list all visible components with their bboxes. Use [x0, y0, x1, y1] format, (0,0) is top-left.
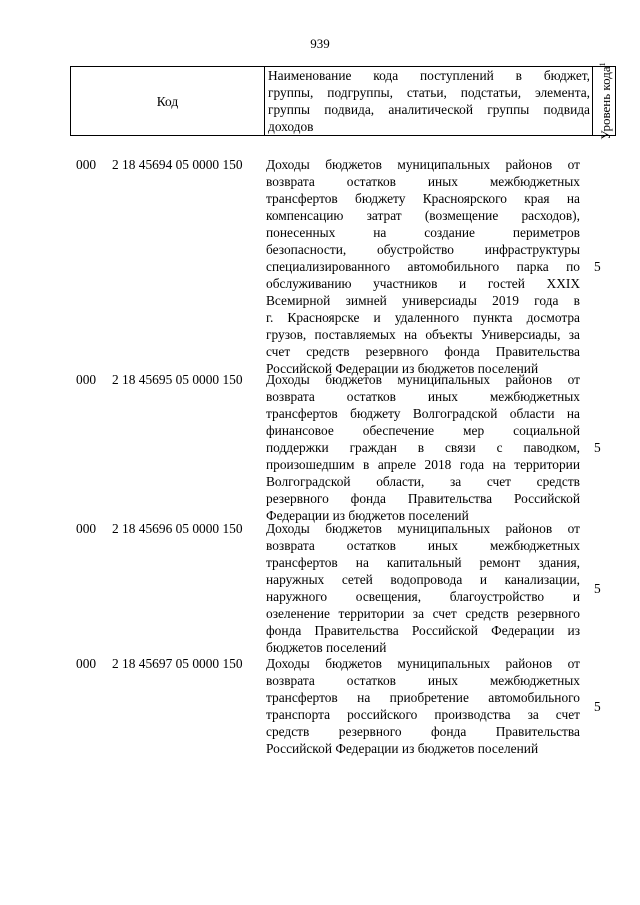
row-name-line: Российской Федерации из бюджетов поселений — [266, 361, 539, 376]
row-income-code: 2 18 45694 05 0000 150 — [112, 157, 243, 172]
header-name — [265, 67, 593, 136]
row-name-line: возврата остатков иных межбюджетных — [266, 174, 580, 189]
row-name-line: транспорта российского производства за счет — [266, 707, 580, 722]
row-name-line: компенсацию затрат (возмещение расходов), — [266, 208, 580, 223]
row-name — [266, 371, 580, 524]
row-name — [266, 655, 580, 757]
row-admin-code: 000 — [76, 372, 97, 387]
row-income-code: 2 18 45695 05 0000 150 — [112, 372, 243, 387]
row-level: 5 — [594, 440, 601, 455]
header-level-footnote: 1 — [597, 62, 607, 67]
row-admin-code: 000 — [76, 656, 97, 671]
row-name-line: возврата остатков иных межбюджетных — [266, 389, 580, 404]
header-level-label: Уровень кода — [598, 66, 614, 140]
row-name-line: Федерации из бюджетов поселений — [266, 508, 469, 523]
row-name-line: понесенных на создание периметров — [266, 225, 580, 240]
row-name-line: Всемирной зимней универсиады 2019 года в — [266, 293, 580, 308]
row-name-line: произошедшим в апреле 2018 года на территории — [266, 457, 580, 472]
header-level — [593, 62, 616, 140]
row-name-line: Доходы бюджетов муниципальных районов от — [266, 521, 580, 536]
row-name-line: наружного освещения, благоустройство и — [266, 589, 580, 604]
row-admin-code: 000 — [76, 157, 97, 172]
row-level: 5 — [594, 699, 601, 714]
row-name-line: возврата остатков иных межбюджетных — [266, 538, 580, 553]
row-admin-code: 000 — [76, 521, 97, 536]
row-name-line: Доходы бюджетов муниципальных районов от — [266, 157, 580, 172]
row-income-code: 2 18 45697 05 0000 150 — [112, 656, 243, 671]
row-name-line: Доходы бюджетов муниципальных районов от — [266, 656, 580, 671]
row-name-line: трансфертов на приобретение автомобильного — [266, 690, 580, 705]
header-name-line: группы подвида, аналитической группы подвида — [268, 102, 590, 117]
row-name-line: обслуживанию участников и гостей XXIX — [266, 276, 580, 291]
row-name-line: трансфертов бюджету Волгоградской области на — [266, 406, 580, 421]
row-name-line: грузов, поставляемых на объекты Универсиады, за — [266, 327, 580, 342]
row-name-line: бюджетов поселений — [266, 640, 387, 655]
header-name-line: группы, подгруппы, статьи, подстатьи, элемента, — [268, 85, 590, 100]
row-name-line: озеленение территории за счет средств резервного — [266, 606, 580, 621]
row-name-line: возврата остатков иных межбюджетных — [266, 673, 580, 688]
row-name-line: средств резервного фонда Правительства — [266, 724, 580, 739]
row-name-line: поддержки граждан в связи с паводком, — [266, 440, 580, 455]
row-name-line: Доходы бюджетов муниципальных районов от — [266, 372, 580, 387]
page-number: 939 — [310, 36, 330, 51]
row-name-line: фонда Правительства Российской Федерации из — [266, 623, 580, 638]
row-name-line: трансфертов на капитальный ремонт здания, — [266, 555, 580, 570]
header-code: Код — [71, 67, 265, 136]
row-name-line: трансфертов бюджету Красноярского края на — [266, 191, 580, 206]
row-name-line: финансовое обеспечение мер социальной — [266, 423, 580, 438]
row-name-line: Волгоградской области, за счет средств — [266, 474, 580, 489]
row-name — [266, 156, 580, 377]
row-name-line: специализированного автомобильного парка по — [266, 259, 580, 274]
header-name-line: Наименование кода поступлений в бюджет, — [268, 68, 590, 83]
row-name — [266, 520, 580, 656]
row-name-line: счет средств резервного фонда Правительства — [266, 344, 580, 359]
header-name-line: доходов — [268, 119, 314, 134]
row-name-line: г. Красноярске и удаленного пункта досмотра — [266, 310, 580, 325]
row-name-line: резервного фонда Правительства Российской — [266, 491, 580, 506]
row-name-line: Российской Федерации из бюджетов поселений — [266, 741, 539, 756]
row-name-line: безопасности, обустройство инфраструктуры — [266, 242, 580, 257]
row-income-code: 2 18 45696 05 0000 150 — [112, 521, 243, 536]
row-level: 5 — [594, 259, 601, 274]
row-name-line: наружных сетей водопровода и канализации, — [266, 572, 580, 587]
table-header — [70, 62, 616, 140]
row-level: 5 — [594, 581, 601, 596]
